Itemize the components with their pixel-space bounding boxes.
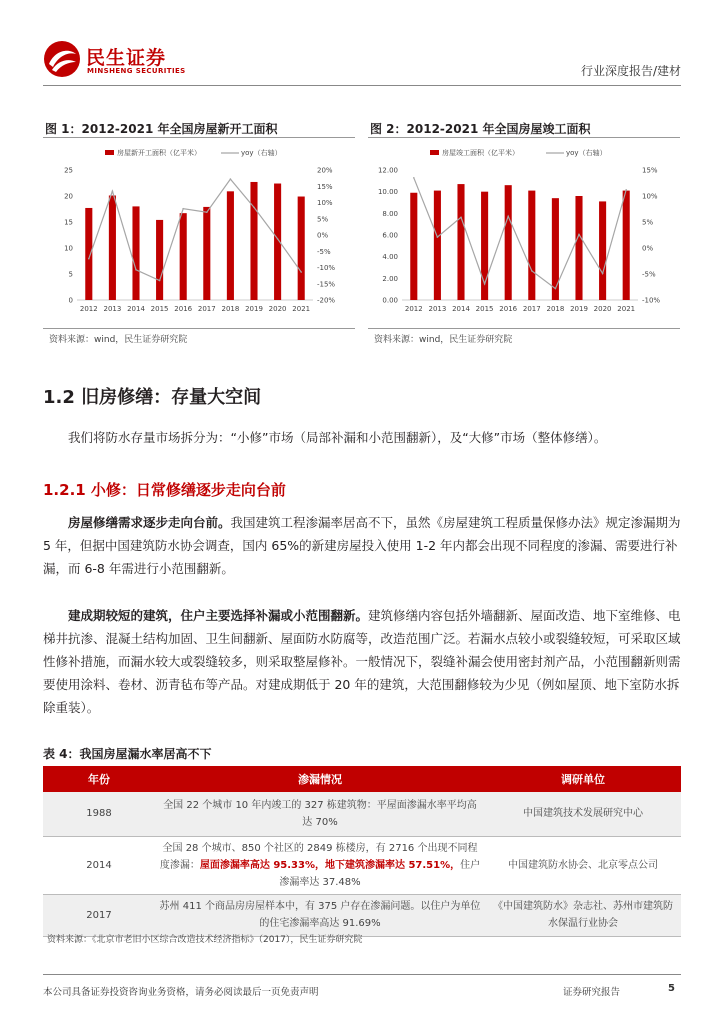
bar (575, 196, 582, 300)
legend-bar-swatch (105, 150, 114, 155)
column-header: 年份 (43, 766, 155, 792)
footer-label: 证券研究报告 (563, 987, 621, 998)
y-right-tick-label: 0% (317, 231, 329, 240)
yoy-point (230, 178, 232, 180)
x-tick-label: 2019 (245, 305, 263, 313)
bar (85, 208, 92, 300)
y-right-tick-label: -20% (317, 296, 336, 305)
yoy-point (135, 269, 137, 271)
yoy-point (602, 273, 604, 275)
chart-new-construction (43, 140, 355, 326)
legend-bar-label: 房屋竣工面积（亿平米） (442, 149, 519, 157)
x-tick-label: 2015 (150, 305, 169, 313)
table-header-row (43, 766, 681, 792)
cell-org: 《中国建筑防水》杂志社、苏州市建筑防水保温行业协会 (485, 894, 681, 936)
logo-text-en: MINSHENG SECURITIES (87, 67, 186, 75)
bar (552, 198, 559, 300)
x-tick-label: 2017 (522, 305, 541, 313)
x-tick-label: 2019 (570, 305, 588, 313)
cell-text: 住户渗漏率达 37.48% (279, 859, 481, 888)
y-right-tick-label: 0% (642, 244, 654, 253)
figure-source: 资料来源：wind，民生证券研究院 (49, 335, 188, 345)
footer-disclaimer: 本公司具备证券投资咨询业务资格，请务必阅读最后一页免责声明 (43, 987, 319, 998)
divider (368, 137, 680, 138)
bar (434, 191, 441, 300)
bar (180, 213, 187, 300)
y-left-tick-label: 0 (68, 296, 73, 305)
paragraph-short-built (43, 604, 681, 719)
y-left-tick-label: 25 (64, 166, 73, 175)
x-tick-label: 2018 (546, 305, 565, 313)
x-tick-label: 2013 (103, 305, 122, 313)
y-right-tick-label: -5% (317, 247, 331, 256)
y-right-tick-label: -15% (317, 280, 336, 289)
bar (203, 207, 210, 300)
cell-desc: 全国 22 个城市 10 年内竣工的 327 栋建筑物：平屋面渗漏水率平均高达 70% (155, 792, 485, 836)
x-tick-label: 2020 (593, 305, 612, 313)
figure-1 (43, 120, 355, 345)
y-right-tick-label: 15% (317, 182, 333, 191)
x-tick-label: 2020 (268, 305, 287, 313)
yoy-point (507, 215, 509, 217)
cell-year: 1988 (43, 792, 155, 836)
x-tick-label: 2016 (174, 305, 193, 313)
cell-highlight: 屋面渗漏率高达 95.33%，地下建筑渗漏率达 57.51%， (199, 859, 461, 871)
y-left-tick-label: 12.00 (377, 166, 398, 175)
x-tick-label: 2021 (617, 305, 636, 313)
yoy-point (578, 234, 580, 236)
x-tick-label: 2013 (428, 305, 447, 313)
y-right-tick-label: -5% (642, 270, 656, 279)
y-left-tick-label: 6.00 (382, 231, 398, 240)
bar (457, 184, 464, 300)
paragraph-intro: 我们将防水存量市场拆分为：“小修”市场（局部补漏和小范围翻新），及“大修”市场（整体修缮）。 (68, 430, 607, 445)
bar (410, 193, 417, 300)
x-tick-label: 2014 (127, 305, 145, 313)
cell-year: 2017 (43, 894, 155, 936)
page-number: 5 (668, 983, 675, 994)
yoy-point (413, 177, 415, 179)
y-left-tick-label: 5 (68, 270, 73, 279)
yoy-point (531, 270, 533, 272)
y-left-tick-label: 0.00 (382, 296, 398, 305)
cell-text: 全国 28 个城市、850 个社区的 2849 栋楼房，有 2716 个出现不同程度渗漏： (159, 842, 478, 871)
yoy-line (89, 179, 301, 280)
paragraph-body: 我国建筑工程渗漏率居高不下，虽然《房屋建筑工程质量保修办法》规定渗漏期为 5 年，但据中国建筑防水协会调查，国内 65%的新建房屋投入使用 1-2 年内都会出现不同程度的渗漏、需要进行补漏，而 6-8 年需进行小范围翻新。 (43, 515, 681, 576)
column-header: 渗漏情况 (155, 766, 485, 792)
paragraph-lead: 房屋修缮需求逐步走向台前。 (68, 515, 231, 530)
bar (528, 191, 535, 300)
cell-org: 中国建筑技术发展研究中心 (485, 792, 681, 836)
divider (43, 137, 355, 138)
column-header: 调研单位 (485, 766, 681, 792)
paragraph-body: 建筑修缮内容包括外墙翻新、屋面改造、地下室维修、电梯井抗渗、混凝土结构加固、卫生间翻新、屋面防水防腐等，改造范围广泛。若漏水点较小或裂缝较短，可采取区域性修补措施，而漏水较大或裂缝较多，则采取整屋修补。一般情况下，裂缝补漏会使用密封剂产品，小范围翻新则需要使用涂料、卷材、沥青毡布等产品。对建成期低于 20 年的建筑，大范围翻修较为少见（例如屋顶、地下室防水拆除重装）。 (43, 608, 681, 715)
yoy-point (300, 271, 302, 273)
page-header (43, 38, 681, 82)
yoy-point (625, 189, 627, 191)
y-left-tick-label: 10 (64, 244, 73, 253)
y-left-tick-label: 2.00 (382, 274, 398, 283)
x-tick-label: 2015 (475, 305, 494, 313)
figure-2 (368, 120, 680, 345)
cell-desc: 苏州 411 个商品房房屋样本中，有 375 户存在渗漏问题。以住户为单位的住宅渗漏率高达 91.69% (155, 894, 485, 936)
x-tick-label: 2014 (452, 305, 470, 313)
x-tick-label: 2017 (197, 305, 216, 313)
bar (298, 197, 305, 300)
table-row (43, 792, 681, 836)
bar (623, 191, 630, 300)
yoy-point (437, 236, 439, 238)
yoy-point (253, 207, 255, 209)
yoy-point (88, 258, 90, 260)
report-category: 行业深度报告/建材 (580, 64, 681, 78)
x-tick-label: 2012 (79, 305, 98, 313)
yoy-point (112, 190, 114, 192)
y-left-tick-label: 4.00 (382, 253, 398, 262)
yoy-line (414, 178, 626, 289)
bar (505, 185, 512, 300)
y-right-tick-label: 5% (642, 218, 654, 227)
x-tick-label: 2018 (221, 305, 240, 313)
yoy-point (277, 238, 279, 240)
yoy-point (206, 211, 208, 213)
y-right-tick-label: 15% (642, 166, 658, 175)
bar (250, 182, 257, 300)
y-right-tick-label: 10% (642, 192, 658, 201)
legend-bar-swatch (430, 150, 439, 155)
cell-desc (155, 836, 485, 894)
yoy-point (460, 217, 462, 219)
x-tick-label: 2016 (499, 305, 518, 313)
y-right-tick-label: 10% (317, 199, 333, 207)
table-row (43, 836, 681, 894)
divider (368, 328, 680, 329)
table-row (43, 894, 681, 936)
x-tick-label: 2021 (292, 305, 311, 313)
x-tick-label: 2012 (404, 305, 423, 313)
leakage-table (43, 766, 681, 937)
legend-line-label: yoy（右轴） (241, 149, 282, 157)
y-right-tick-label: -10% (317, 264, 336, 272)
y-right-tick-label: 5% (317, 215, 329, 224)
section-heading: 1.2 旧房修缮：存量大空间 (43, 387, 262, 408)
chart-completion (368, 140, 680, 326)
y-left-tick-label: 8.00 (382, 209, 398, 218)
paragraph-lead: 建成期较短的建筑，住户主要选择补漏或小范围翻新。 (68, 608, 369, 623)
minsheng-logo-icon (43, 40, 81, 78)
bar (109, 195, 116, 300)
y-right-tick-label: 20% (317, 166, 333, 175)
cell-year: 2014 (43, 836, 155, 894)
figure-title: 图 2：2012-2021 年全国房屋竣工面积 (370, 122, 591, 136)
yoy-point (555, 288, 557, 290)
y-left-tick-label: 20 (64, 192, 73, 201)
bar (599, 201, 606, 300)
y-right-tick-label: -10% (642, 296, 661, 305)
divider (43, 328, 355, 329)
yoy-point (182, 208, 184, 210)
footer-divider (43, 974, 681, 975)
yoy-point (159, 280, 161, 282)
bar (132, 206, 139, 300)
yoy-point (484, 283, 486, 285)
subsection-heading: 1.2.1 小修：日常修缮逐步走向台前 (43, 481, 286, 499)
header-divider (43, 85, 681, 86)
figure-source: 资料来源：wind，民生证券研究院 (374, 335, 513, 345)
logo-text-cn: 民生证券 (86, 47, 167, 69)
paragraph-repair-demand (43, 511, 681, 580)
legend-line-label: yoy（右轴） (566, 149, 607, 157)
y-left-tick-label: 15 (64, 218, 73, 227)
bar (156, 220, 163, 300)
bar (227, 191, 234, 300)
y-left-tick-label: 10.00 (377, 188, 398, 197)
cell-org: 中国建筑防水协会、北京零点公司 (485, 836, 681, 894)
table-title: 表 4：我国房屋漏水率居高不下 (43, 747, 212, 761)
table-source: 资料来源：《北京市老旧小区综合改造技术经济指标》（2017），民生证券研究院 (47, 935, 363, 945)
figure-title: 图 1：2012-2021 年全国房屋新开工面积 (45, 122, 278, 136)
legend-bar-label: 房屋新开工面积（亿平米） (117, 149, 201, 157)
